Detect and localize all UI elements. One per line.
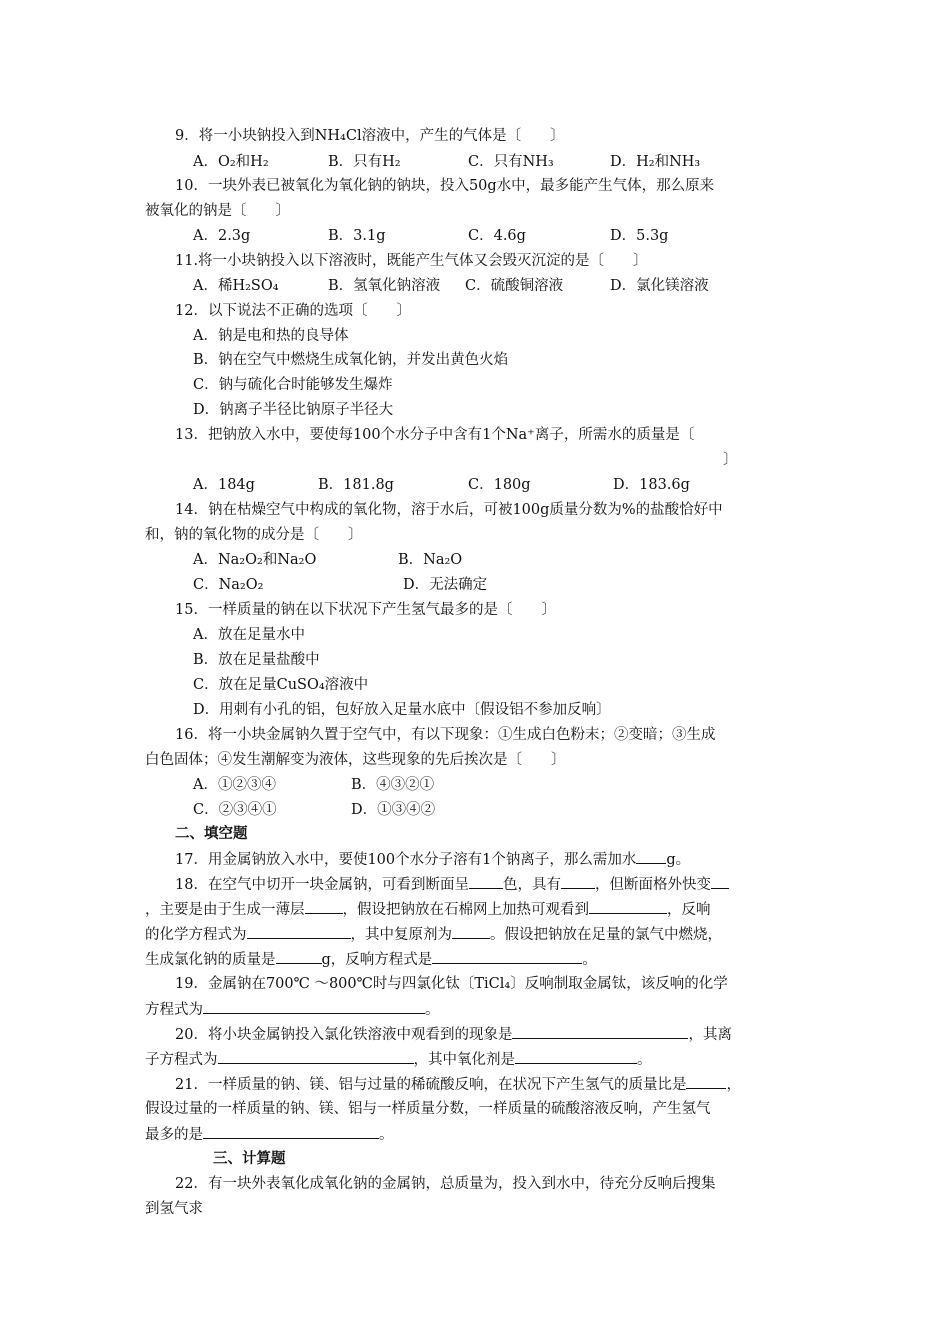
q12-option-c: C．钠与硫化合时能够发生爆炸 (193, 377, 393, 393)
q15-option-a: A．放在足量水中 (193, 627, 305, 643)
q13-option-b: B．181.8g (318, 477, 394, 493)
q12-option-b: B．钠在空气中燃烧生成氧化钠，并发出黄色火焰 (193, 352, 509, 368)
q21-blank-ratio (686, 1074, 726, 1089)
question-13-stem: 13．把钠放入水中，要使每100个水分子中含有1个Na⁺离子，所需水的质量是〔 (175, 427, 695, 443)
q13-option-d: D．183.6g (613, 477, 690, 493)
q18-text: 生成氯化钠的质量是 (145, 952, 276, 968)
question-18-line-2 (145, 899, 711, 920)
q9-option-d: D．H₂和NH₃ (610, 154, 701, 170)
q13-option-a: A．184g (193, 477, 255, 493)
q19-blank-equation (203, 999, 425, 1014)
question-16-stem-2: 白色固体；④发生潮解变为液体，这些现象的先后挨次是〔 〕 (145, 752, 566, 768)
q20-text: 子方程式为 (145, 1052, 218, 1068)
section-heading-fill-in: 二、填空题 (175, 825, 248, 842)
q13-close-paren: 〕 (723, 452, 738, 468)
q18-blank-reaction (432, 949, 582, 964)
q14-option-d: D．无法确定 (403, 577, 488, 593)
q11-option-d: D．氯化镁溶液 (610, 278, 709, 294)
q18-text: 。 (582, 952, 597, 968)
q10-option-a: A．2.3g (193, 228, 251, 244)
q10-option-d: D．5.3g (610, 228, 669, 244)
section-heading-calculation: 三、计算题 (213, 1150, 286, 1167)
q20-text: ，其离 (688, 1027, 732, 1043)
q18-text: ，反响 (667, 902, 711, 918)
q15-option-d: D．用刺有小孔的铝，包好放入足量水底中〔假设铝不参加反响〕 (193, 702, 611, 718)
q16-option-c: C．②③④① (193, 802, 277, 818)
question-17 (175, 849, 690, 870)
question-20-line-2 (145, 1049, 652, 1070)
q18-text: ，但断面格外快变 (594, 877, 711, 893)
question-15-stem: 15．一样质量的钠在以下状况下产生氢气最多的是〔 〕 (175, 602, 556, 618)
q9-option-b: B．只有H₂ (328, 154, 401, 170)
q20-text: 。 (637, 1052, 652, 1068)
q18-blank-color (469, 874, 503, 889)
q18-blank-mass (276, 949, 322, 964)
q18-blank-equation (247, 924, 351, 939)
q18-text: ，主要是由于生成一薄层 (145, 902, 305, 918)
question-18-line-4 (145, 949, 597, 970)
question-14-stem-2: 和，钠的氧化物的成分是〔 〕 (145, 527, 363, 543)
q12-option-d: D．钠离子半径比钠原子半径大 (193, 402, 394, 418)
q17-text-b: g。 (666, 852, 691, 868)
q18-text: ，其中复原剂为 (350, 927, 452, 943)
q18-text: 。假设把钠放在足量的氯气中燃烧， (490, 927, 722, 943)
q11-option-b: B．氢氧化钠溶液 (328, 278, 441, 294)
q18-blank-change (711, 874, 729, 889)
q16-option-b: B．④③②① (351, 777, 435, 793)
q19-text: 。 (425, 1002, 440, 1018)
q12-option-a: A．钠是电和热的良导体 (193, 328, 349, 344)
q20-text: 20．将小块金属钠投入氯化铁溶液中观看到的现象是 (175, 1027, 513, 1043)
question-11-stem: 11.将一小块钠投入以下溶液时，既能产生气体又会毁灭沉淀的是〔 〕 (175, 253, 648, 269)
q15-option-b: B．放在足量盐酸中 (193, 652, 320, 668)
question-22-line-2: 到氢气求 (145, 1201, 203, 1217)
q18-text: g，反响方程式是 (321, 952, 433, 968)
q18-text: 18．在空气中切开一块金属钠，可看到断面呈 (175, 877, 469, 893)
q15-option-c: C．放在足量CuSO₄溶液中 (193, 677, 369, 693)
q21-text: 。 (379, 1127, 394, 1143)
q18-blank-luster (561, 874, 595, 889)
q19-text: 方程式为 (145, 1002, 203, 1018)
question-21-line-2: 假设过量的一样质量的钠、镁、铝与一样质量分数，一样质量的硫酸溶液反响，产生氢气 (145, 1101, 711, 1117)
question-10-stem-2: 被氧化的钠是〔 〕 (145, 203, 290, 219)
question-19-line-1: 19．金属钠在700℃ ～800℃时与四氯化钛〔TiCl₄〕反响制取金属钛，该反响的化学 (175, 976, 728, 992)
question-19-line-2 (145, 999, 440, 1020)
q18-blank-observation (589, 899, 667, 914)
q16-option-d: D．①③④② (351, 802, 436, 818)
q21-text: 最多的是 (145, 1127, 203, 1143)
q20-text: ，其中氧化剂是 (413, 1052, 515, 1068)
q18-text: 色，具有 (502, 877, 561, 893)
q18-text: 的化学方程式为 (145, 927, 247, 943)
q18-blank-layer (305, 899, 343, 914)
q13-option-c: C．180g (468, 477, 531, 493)
q17-blank (636, 849, 666, 864)
q18-blank-reductant (452, 924, 490, 939)
question-9-stem: 9．将一小块钠投入到NH₄Cl溶液中，产生的气体是〔 〕 (175, 128, 565, 144)
q11-option-c: C．硫酸铜溶液 (465, 278, 564, 294)
question-20-line-1 (175, 1024, 732, 1045)
q21-blank-most (203, 1124, 379, 1139)
q21-text: 21．一样质量的钠、镁、铝与过量的稀硫酸反响，在状况下产生氢气的质量比是 (175, 1077, 687, 1093)
question-14-stem-1: 14．钠在枯燥空气中构成的氧化物，溶于水后，可被100g质量分数为%的盐酸恰好中 (175, 502, 723, 518)
question-12-stem: 12．以下说法不正确的选项〔 〕 (175, 303, 411, 319)
q17-text-a: 17．用金属钠放入水中，要使100个水分子溶有1个钠离子，那么需加水 (175, 852, 637, 868)
question-18-line-3 (145, 924, 722, 945)
question-21-line-3 (145, 1124, 394, 1145)
q16-option-a: A．①②③④ (193, 777, 276, 793)
q10-option-c: C．4.6g (468, 228, 526, 244)
question-10-stem-1: 10．一块外表已被氧化为氧化钠的钠块，投入50g水中，最多能产生气体，那么原来 (175, 178, 715, 194)
q14-option-a: A．Na₂O₂和Na₂O (193, 552, 317, 568)
question-21-line-1 (175, 1074, 741, 1095)
q9-option-c: C．只有NH₃ (468, 154, 554, 170)
q20-blank-ionic-equation (218, 1049, 414, 1064)
q20-blank-phenomenon (512, 1024, 688, 1039)
q14-option-c: C．Na₂O₂ (193, 577, 264, 593)
q20-blank-oxidant (515, 1049, 637, 1064)
question-16-stem-1: 16．将一小块金属钠久置于空气中，有以下现象：①生成白色粉末；②变暗；③生成 (175, 727, 716, 743)
q9-option-a: A．O₂和H₂ (193, 154, 269, 170)
q21-text: ， (726, 1077, 741, 1093)
question-18-line-1 (175, 874, 729, 895)
question-22-line-1: 22．有一块外表氧化成氧化钠的金属钠，总质量为，投入到水中，待充分反响后搜集 (175, 1176, 716, 1192)
q14-option-b: B．Na₂O (398, 552, 463, 568)
q11-option-a: A．稀H₂SO₄ (193, 278, 279, 294)
q10-option-b: B．3.1g (328, 228, 386, 244)
q18-text: ，假设把钠放在石棉网上加热可观看到 (342, 902, 589, 918)
